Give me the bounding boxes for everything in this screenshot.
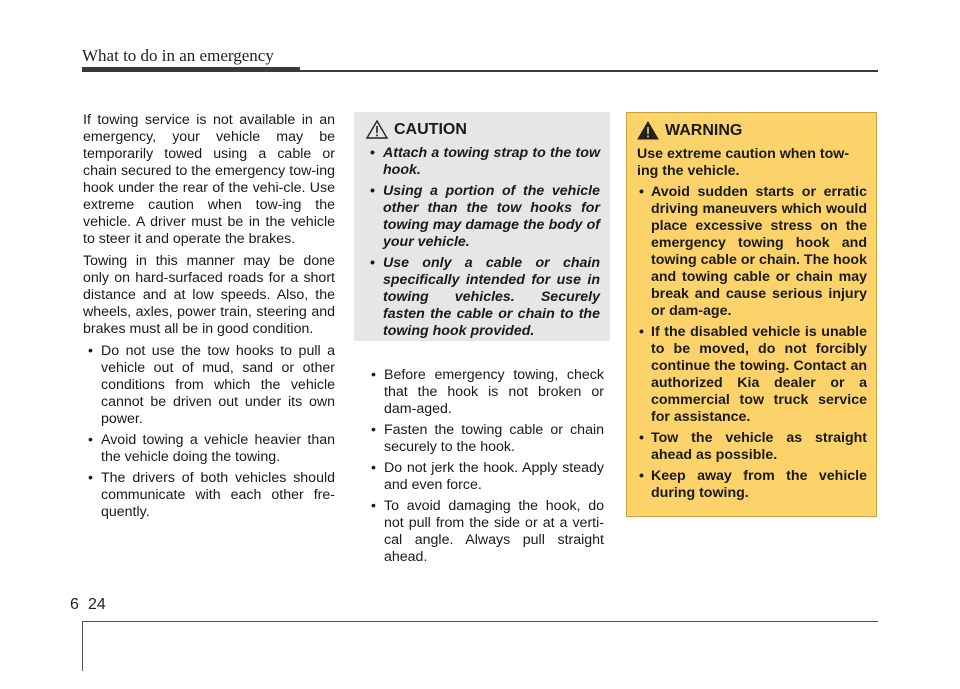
paragraph: Towing in this manner may be done only on hard-surfaced roads for a short distance and at low speeds. Also, the wheels, axles, power train, steering and brakes must all be in good condition. [83, 253, 335, 337]
footer-rule [82, 621, 878, 622]
warning-box [626, 112, 877, 517]
header-rule-thick [82, 67, 300, 72]
header-rule-thin [300, 70, 878, 72]
list-item [366, 367, 604, 418]
bullet-icon: • [639, 430, 644, 446]
list-item [637, 324, 867, 426]
list-item [366, 255, 600, 340]
warning-triangle-icon [637, 121, 659, 140]
bullet-list [83, 343, 335, 521]
bullet-icon: • [371, 422, 376, 438]
warning-title: WARNING [665, 121, 743, 139]
bullet-icon: • [639, 468, 644, 484]
bullet-icon: • [88, 470, 93, 486]
bullet-icon: • [639, 184, 644, 200]
bullet-list [366, 367, 604, 566]
chapter-number: 6 [70, 596, 79, 613]
text-column-middle [366, 367, 604, 570]
list-item-text: Tow the vehicle as straight ahead as possible. [651, 430, 867, 463]
bullet-icon: • [370, 145, 375, 161]
list-item [83, 432, 335, 466]
caution-header [366, 120, 600, 139]
caution-box [354, 112, 610, 341]
list-item-text: Avoid towing a vehicle heavier than the vehicle doing the towing. [101, 432, 335, 465]
footer-divider [82, 621, 83, 671]
list-item [366, 460, 604, 494]
warning-list [637, 184, 867, 502]
list-item-text: Using a portion of the vehicle other than the tow hooks for towing may damage the body of your vehicle. [383, 183, 600, 250]
list-item [366, 498, 604, 566]
list-item [637, 184, 867, 320]
list-item [366, 422, 604, 456]
list-item [366, 145, 600, 179]
bullet-icon: • [371, 498, 376, 514]
bullet-icon: • [371, 367, 376, 383]
list-item-text: Avoid sudden starts or erratic driving maneuvers which would place excessive stress on the emergency towing hook and towing cable or chain. The hook and towing cable or chain may break and cause serious injury or dam-age. [651, 184, 867, 319]
bullet-icon: • [639, 324, 644, 340]
list-item-text: If the disabled vehicle is unable to be moved, do not forcibly continue the towing. Contact an authorized Kia dealer or a commercial tow truck service for assistance. [651, 324, 867, 425]
warning-header [637, 121, 867, 140]
bullet-icon: • [370, 255, 375, 271]
list-item-text: To avoid damaging the hook, do not pull from the side or at a verti-cal angle. Always pull straight ahead. [384, 498, 604, 565]
list-item [83, 343, 335, 428]
caution-triangle-icon [366, 120, 388, 139]
bullet-icon: • [88, 432, 93, 448]
list-item-text: Fasten the towing cable or chain securely to the hook. [384, 422, 604, 455]
page-number: 24 [88, 596, 106, 613]
section-title: What to do in an emergency [82, 46, 274, 65]
list-item-text: Do not use the tow hooks to pull a vehicle out of mud, sand or other conditions from which the vehicle cannot be driven out under its own power. [101, 343, 335, 427]
list-item-text: Do not jerk the hook. Apply steady and even force. [384, 460, 604, 493]
list-item-text: Before emergency towing, check that the hook is not broken or dam-aged. [384, 367, 604, 417]
caution-title: CAUTION [394, 120, 467, 138]
list-item [637, 468, 867, 502]
bullet-icon: • [371, 460, 376, 476]
list-item [83, 470, 335, 521]
list-item-text: The drivers of both vehicles should communicate with each other fre-quently. [101, 470, 335, 520]
list-item-text: Attach a towing strap to the tow hook. [383, 145, 600, 178]
bullet-icon: • [88, 343, 93, 359]
paragraph: If towing service is not available in an emergency, your vehicle may be temporarily towed using a cable or chain secured to the emergency tow-ing hook under the rear of the vehi-cle. Use extreme caution when tow-ing the vehicle. A driver must be in the vehicle to steer it and operate the brakes. [83, 112, 335, 247]
caution-list [366, 145, 600, 340]
list-item-text: Keep away from the vehicle during towing. [651, 468, 867, 501]
list-item-text: Use only a cable or chain specifically intended for use in towing vehicles. Securely fasten the cable or chain to the towing hook provided. [383, 255, 600, 339]
bullet-icon: • [370, 183, 375, 199]
list-item [637, 430, 867, 464]
list-item [366, 183, 600, 251]
warning-intro: Use extreme caution when tow-ing the vehicle. [637, 146, 850, 179]
text-column-left [83, 112, 335, 525]
